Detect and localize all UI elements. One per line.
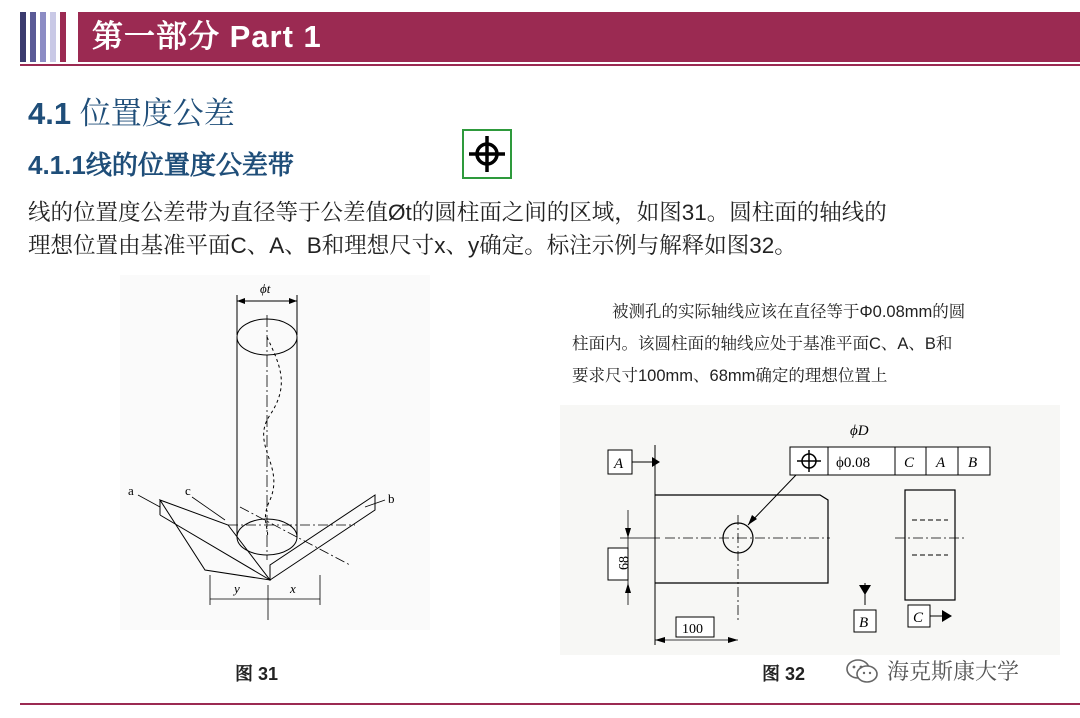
fig32-datum-b-label: B [859,615,869,631]
watermark [845,655,1019,686]
wechat-icon [845,658,879,684]
figure-32-note [572,296,1062,392]
fcf-datum-b: B [968,455,978,471]
body-line-2: 理想位置由基准平面C、A、B和理想尺寸x、y确定。标注示例与解释如图32。 [28,233,797,258]
footer-line [20,703,1080,705]
fig32-dim-68: 68 [617,556,632,570]
figure-32-diagram [560,405,1060,655]
header-bar [0,12,1080,62]
fig31-label-b: b [388,491,395,506]
body-line-1: 线的位置度公差带为直径等于公差值Øt的圆柱面之间的区域，如图31。圆柱面的轴线的 [28,200,887,225]
figure-31-diagram [120,275,430,630]
fig31-label-x: x [290,581,296,596]
fig32-label-phi-d: ϕD [850,423,869,439]
fig31-label-a: a [128,483,134,498]
figure-32-note-line-1: 被测孔的实际轴线应该在直径等于Φ0.08mm的圆 [612,303,966,321]
figure-32-caption: 图 32 [762,664,806,684]
fcf-datum-a: A [936,455,946,471]
section-name: 位置度公差 [79,96,235,131]
section-title [28,88,235,133]
subsection-title: 4.1.1线的位置度公差带 [28,150,294,180]
fig31-label-c: c [185,483,191,498]
fcf-datum-c: C [904,455,915,471]
figure-32-note-line-2: 柱面内。该圆柱面的轴线应处于基准平面C、A、B和 [572,335,953,353]
header-underline [20,64,1080,66]
fig32-datum-c-label: C [913,610,924,626]
fig31-label-y: y [234,581,240,596]
fcf-tolerance: ϕ0.08 [836,455,871,471]
fig32-dim-100: 100 [682,622,703,637]
fig31-label-phi-t: ϕt [260,281,271,296]
body-paragraph [28,196,1078,262]
section-number: 4.1 [28,96,72,131]
figure-32-note-line-3: 要求尺寸100mm、68mm确定的理想位置上 [572,367,888,385]
watermark-text: 海克斯康大学 [887,659,1020,684]
fig32-datum-a-label: A [614,456,624,472]
header-title: 第一部分 Part 1 [92,19,322,54]
position-tolerance-symbol [462,129,512,179]
figure-31-caption: 图 31 [235,664,279,684]
header-stripes [20,12,66,62]
position-tolerance-icon [464,131,510,177]
